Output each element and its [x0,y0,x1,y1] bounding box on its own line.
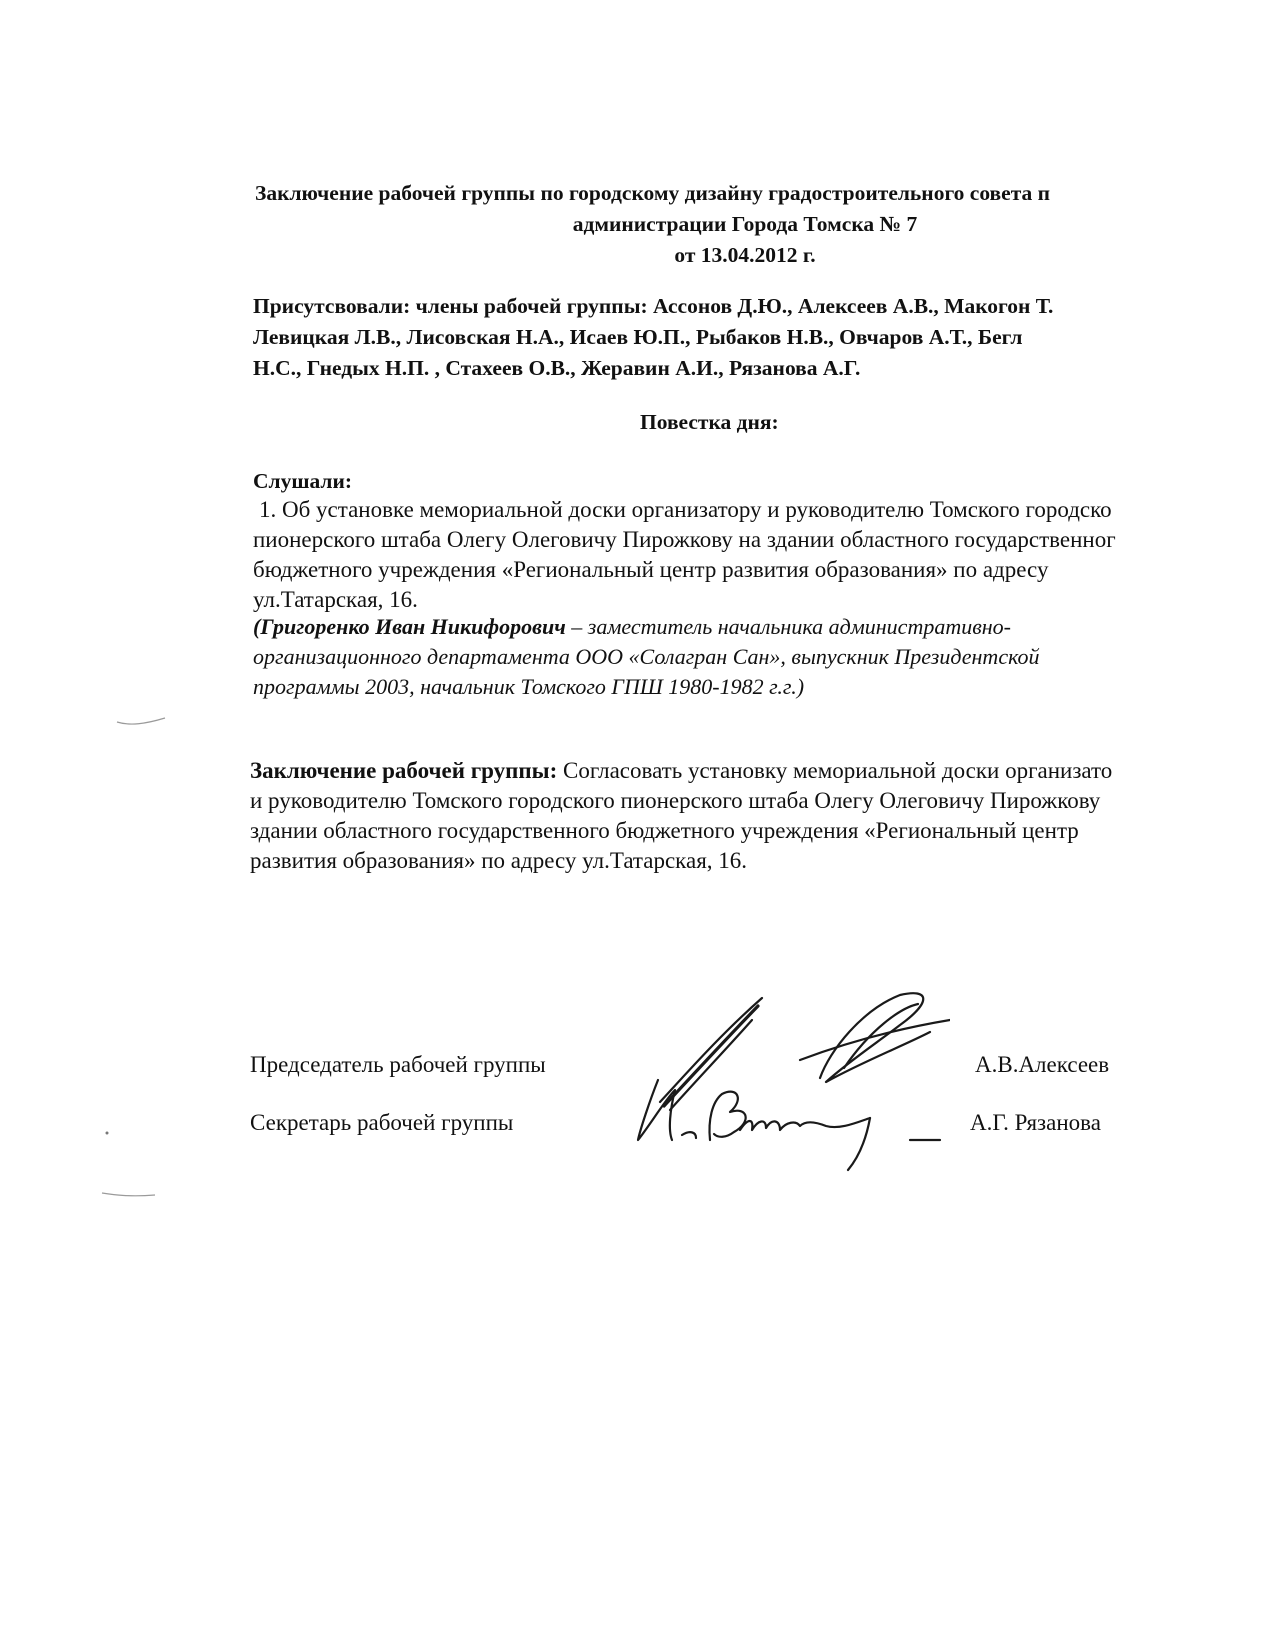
attendees-line-3: Н.С., Гнедых Н.П. , Стахеев О.В., Жеравин А.И., Рязанова А.Г. [253,356,861,380]
working-group-conclusion [250,756,1275,876]
conclusion-label: Заключение рабочей группы: [250,758,558,783]
title-line-2: администрации Города Томска № 7 [572,212,918,236]
speaker-line-2: организационного департамента ООО «Солагран Сан», выпускник Президентской [253,644,1040,669]
attendees-line-1: Присутсвовали: члены рабочей группы: Ассонов Д.Ю., Алексеев А.В., Макогон Т. [253,294,1054,318]
speaker-line-1 [253,612,1275,642]
scan-dot [104,1130,110,1136]
title-line-1: Заключение рабочей группы по городскому дизайну градостроительного совета п [255,181,1051,205]
handwritten-signature [630,990,950,1180]
conclusion-text: Согласовать установку мемориальной доски организато [557,758,1113,783]
attendees-paragraph [253,291,1275,384]
secretary-role: Секретарь рабочей группы [250,1110,514,1135]
speaker-position: – заместитель начальника административно- [565,614,1012,639]
conclusion-line-4: развития образования» по адресу ул.Татарская, 16. [250,848,748,873]
agenda-item-line-2: пионерского штаба Олегу Олеговичу Пирожкову на здании областного государственног [253,527,1116,552]
chair-role: Председатель рабочей группы [250,1052,546,1077]
speaker-open-paren: ( [253,614,261,639]
speaker-line-3: программы 2003, начальник Томского ГПШ 1980-1982 г.г.) [253,674,805,699]
title-date: от 13.04.2012 г. [674,243,816,267]
agenda-heading: Повестка дня: [640,410,779,434]
conclusion-line-1 [250,756,1275,786]
agenda-item-1 [253,495,1275,615]
secretary-name: А.Г. Рязанова [970,1110,1101,1135]
agenda-item-line-4: ул.Татарская, 16. [253,587,418,612]
document-title [255,178,1275,271]
scan-mark [100,1185,160,1205]
agenda-item-line-1: 1. Об установке мемориальной доски организатору и руководителю Томского городско [259,497,1112,522]
chair-name: А.В.Алексеев [975,1052,1110,1077]
scan-mark [115,710,170,730]
heard-heading: Слушали: [253,469,353,493]
agenda-item-line-3: бюджетного учреждения «Региональный центр развития образования» по адресу [253,557,1049,582]
attendees-line-2: Левицкая Л.В., Лисовская Н.А., Исаев Ю.П., Рыбаков Н.В., Овчаров А.Т., Бегл [253,325,1023,349]
conclusion-line-3: здании областного государственного бюджетного учреждения «Региональный центр [250,818,1079,843]
conclusion-line-2: и руководителю Томского городского пионерского штаба Олегу Олеговичу Пирожкову [250,788,1101,813]
speaker-name: Григоренко Иван Никифорович [260,614,566,639]
speaker-note [253,612,1275,702]
